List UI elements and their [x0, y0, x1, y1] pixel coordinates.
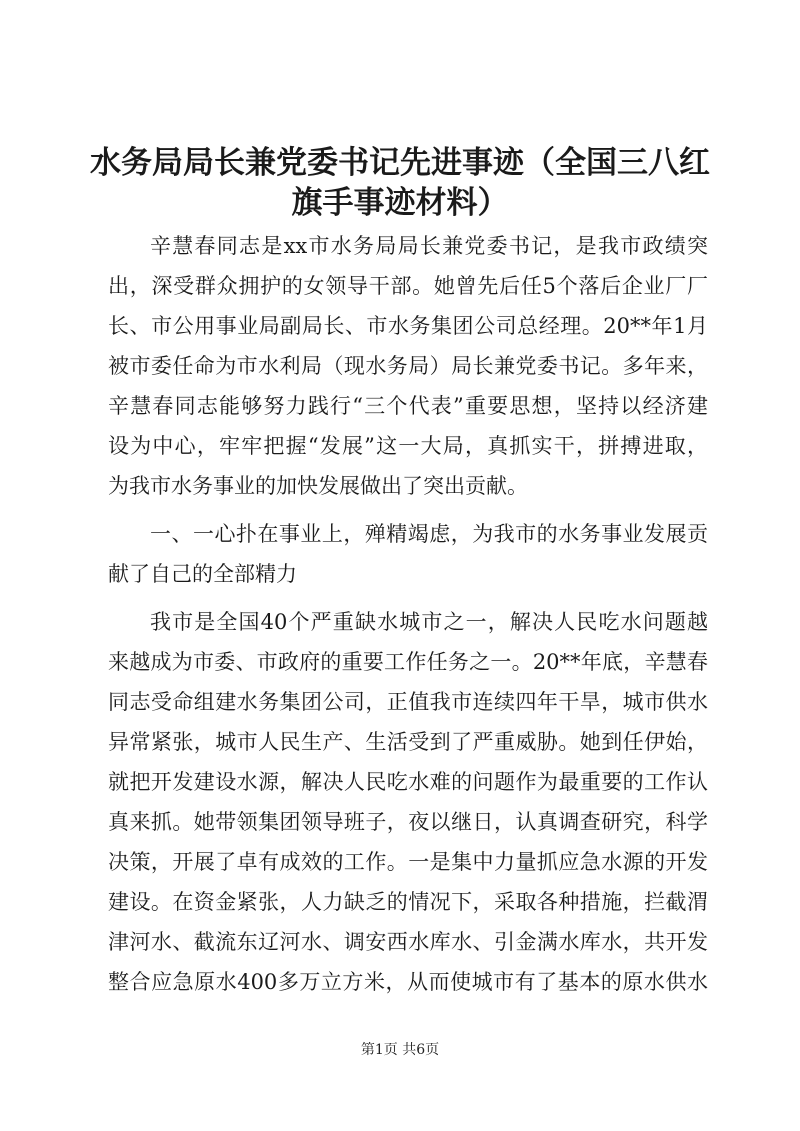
paragraph-1-line-5: 辛慧春同志能够努力践行“三个代表”重要思想，坚持以经济建 [108, 394, 708, 418]
paragraph-1-line-4: 被市委任命为市水利局（现水务局）局长兼党委书记。多年来， [108, 354, 708, 378]
paragraph-1-line-1: 辛慧春同志是xx市水务局局长兼党委书记，是我市政绩突 [150, 234, 708, 258]
section-heading-line-1: 一、一心扑在事业上，殚精竭虑，为我市的水务事业发展贡 [150, 522, 708, 546]
paragraph-3-line-5: 就把开发建设水源，解决人民吃水难的问题作为最重要的工作认 [108, 770, 708, 794]
paragraph-3-line-9: 津河水、截流东辽河水、调安西水库水、引金满水库水，共开发 [108, 930, 708, 954]
document-title-line-1: 水务局局长兼党委书记先进事迹（全国三八红 [90, 145, 710, 181]
paragraph-1-line-2: 出，深受群众拥护的女领导干部。她曾先后任5个落后企业厂厂 [108, 274, 708, 298]
paragraph-3-line-4: 异常紧张，城市人民生产、生活受到了严重威胁。她到任伊始， [108, 730, 708, 754]
paragraph-3-line-3: 同志受命组建水务集团公司，正值我市连续四年干旱，城市供水 [108, 690, 708, 714]
document-title-line-2: 旗手事迹材料） [291, 185, 509, 221]
paragraph-1-line-7: 为我市水务事业的加快发展做出了突出贡献。 [108, 474, 528, 498]
paragraph-3-line-6: 真来抓。她带领集团领导班子，夜以继日，认真调查研究，科学 [108, 810, 708, 834]
paragraph-1-line-6: 设为中心，牢牢把握“发展”这一大局，真抓实干，拼搏进取， [108, 434, 708, 458]
paragraph-3-line-2: 来越成为市委、市政府的重要工作任务之一。20**年底，辛慧春 [108, 650, 708, 674]
paragraph-3-line-8: 建设。在资金紧张，人力缺乏的情况下，采取各种措施，拦截渭 [108, 890, 708, 914]
paragraph-1-line-3: 长、市公用事业局副局长、市水务集团公司总经理。20**年1月 [108, 314, 708, 338]
page-footer: 第1页 共6页 [360, 1042, 440, 1058]
section-heading-line-2: 献了自己的全部精力 [108, 562, 297, 586]
paragraph-3-line-10: 整合应急原水400多万立方米，从而使城市有了基本的原水供水 [108, 970, 708, 994]
paragraph-3-line-7: 决策，开展了卓有成效的工作。一是集中力量抓应急水源的开发 [108, 850, 708, 874]
paragraph-3-line-1: 我市是全国40个严重缺水城市之一，解决人民吃水问题越 [150, 610, 708, 634]
